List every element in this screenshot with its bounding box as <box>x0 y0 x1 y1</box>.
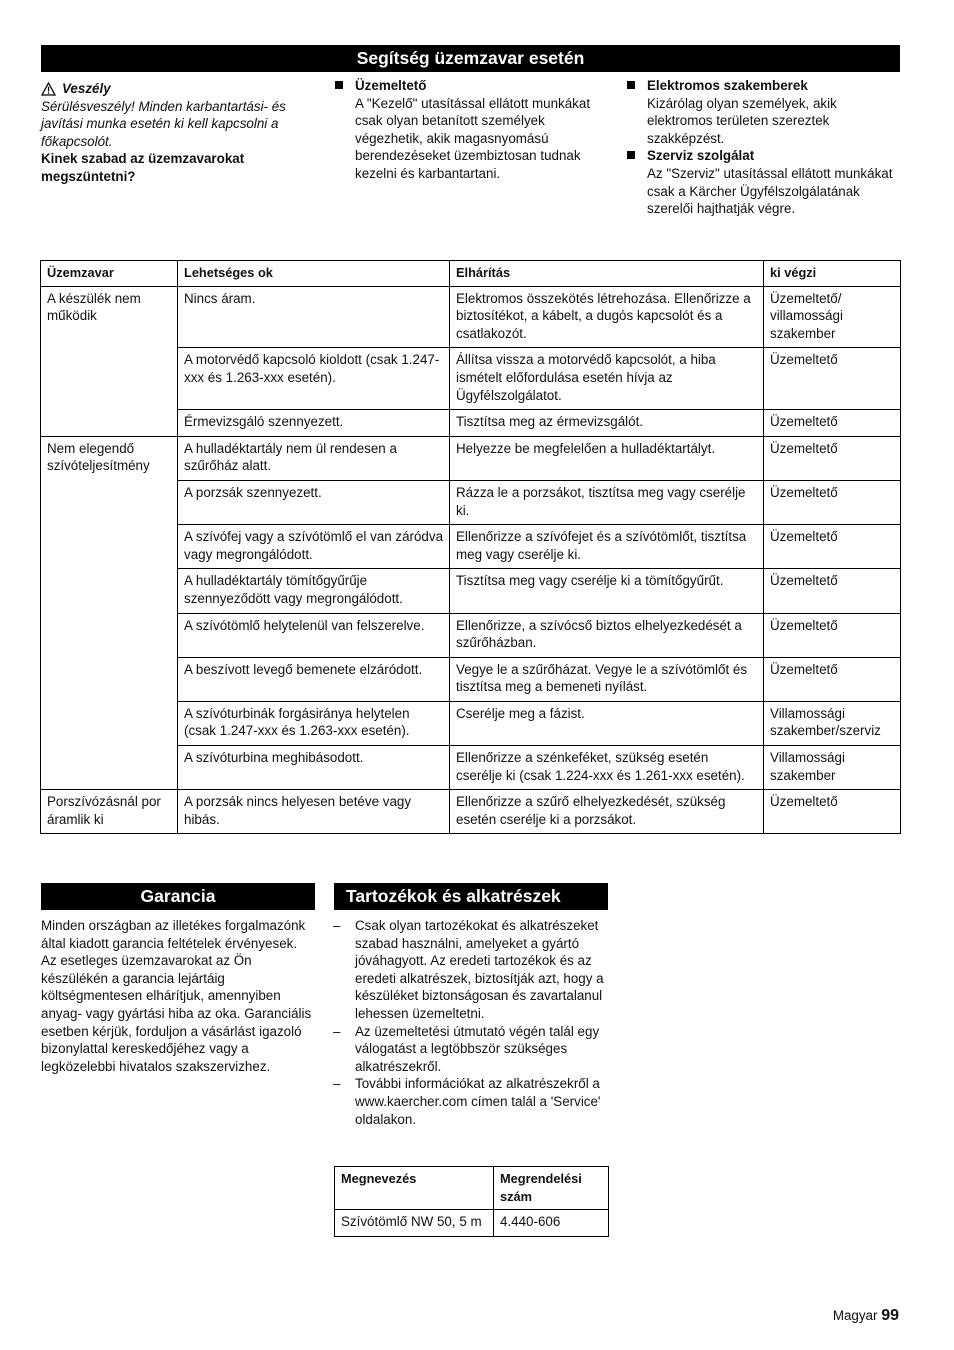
by-cell: Üzemeltető <box>764 410 901 437</box>
by-cell: Üzemeltető <box>764 657 901 701</box>
cause-cell: A porzsák nincs helyesen betéve vagy hibás. <box>178 790 450 834</box>
cause-cell: Nincs áram. <box>178 286 450 348</box>
warning-column <box>41 80 309 186</box>
table-row <box>41 286 901 348</box>
cause-cell: A szívóturbinák forgásiránya helytelen (csak 1.247-xxx és 1.263-xxx esetén). <box>178 701 450 745</box>
cause-cell: A beszívott levegő bemenete elzáródott. <box>178 657 450 701</box>
list-item <box>333 1075 609 1128</box>
table-header-row <box>335 1167 609 1210</box>
dash-bullet: – <box>333 1023 341 1039</box>
role-item-electricians <box>625 77 902 147</box>
fault-cell: Porszívózásnál por áramlik ki <box>41 790 178 834</box>
list-item <box>333 917 609 1023</box>
remedy-cell: Állítsa vissza a motorvédő kapcsolót, a hiba ismételt előfordulása esetén hívja az Ügyfélszolgálatot. <box>450 348 764 410</box>
footer-language: Magyar <box>832 1308 878 1323</box>
cause-cell: A hulladéktartály nem ül rendesen a szűrőház alatt. <box>178 436 450 480</box>
warning-label: Veszély <box>62 81 111 96</box>
parts-table <box>334 1166 609 1237</box>
list-item-text: Csak olyan tartozékokat és alkatrészeket szabad használni, amelyeket a gyártó jóváhagyott. Az eredeti tartozékok és az eredeti alkatrészek, biztosítják azt, hogy a készüléket biztonságosan és zavartalanul lehessen üzemeltetni. <box>355 918 604 1021</box>
by-cell: Villamossági szakember/szerviz <box>764 701 901 745</box>
section-title-warranty: Garancia <box>41 883 315 910</box>
section-title-accessories: Tartozékok és alkatrészek <box>334 883 608 910</box>
role-item-service <box>625 147 902 217</box>
role-text: Az "Szerviz" utasítással ellátott munkákat csak a Kärcher Ügyfélszolgálatának szerelői hajthatják végre. <box>647 165 893 217</box>
table-row <box>335 1210 609 1237</box>
page-number: 99 <box>881 1307 899 1324</box>
role-item-operator <box>333 77 608 183</box>
question-heading: Kinek szabad az üzemzavarokat megszüntetni? <box>41 151 245 184</box>
fault-cell: A készülék nem működik <box>41 286 178 436</box>
role-column-operator <box>333 77 608 183</box>
fault-table <box>40 260 901 834</box>
remedy-cell: Elektromos összekötés létrehozása. Ellenőrizze a biztosítékot, a kábelt, a dugós kapcsolót és a csatlakozót. <box>450 286 764 348</box>
by-cell: Üzemeltető <box>764 525 901 569</box>
remedy-cell: Vegye le a szűrőházat. Vegye le a szívótömlőt és tisztítsa meg a bemeneti nyílást. <box>450 657 764 701</box>
header-cell: Megnevezés <box>335 1167 494 1210</box>
part-number-cell: 4.440-606 <box>494 1210 609 1237</box>
part-name-cell: Szívótömlő NW 50, 5 m <box>335 1210 494 1237</box>
list-item-text: Az üzemeltetési útmutató végén talál egy válogatást a legtöbbször szükséges alkatrészekről. <box>355 1023 600 1074</box>
role-title: Elektromos szakemberek <box>647 78 808 93</box>
remedy-cell: Ellenőrizze a szénkeféket, szükség esetén cserélje ki (csak 1.224-xxx és 1.261-xxx esetén). <box>450 746 764 790</box>
by-cell: Üzemeltető/ villamossági szakember <box>764 286 901 348</box>
cause-cell: A porzsák szennyezett. <box>178 480 450 524</box>
square-bullet-icon <box>627 151 635 159</box>
page-footer <box>833 1307 899 1325</box>
header-cell: Üzemzavar <box>41 261 178 287</box>
list-item-text: További információkat az alkatrészekről a www.kaercher.com címen talál a 'Service' oldalakon. <box>355 1076 601 1127</box>
cause-cell: A szívóturbina meghibásodott. <box>178 746 450 790</box>
remedy-cell: Ellenőrizze a szűrő elhelyezkedését, szükség esetén cserélje ki a porzsákot. <box>450 790 764 834</box>
table-row <box>41 436 901 480</box>
role-text: A "Kezelő" utasítással ellátott munkákat csak olyan betanított személyek végezhetik, akik magasnyomású berendezéseket üzembiztosan tudnak kezelni és karbantartani. <box>355 95 591 181</box>
remedy-cell: Tisztítsa meg vagy cserélje ki a tömítőgyűrűt. <box>450 569 764 613</box>
header-cell: ki végzi <box>764 261 901 287</box>
remedy-cell: Tisztítsa meg az érmevizsgálót. <box>450 410 764 437</box>
cause-cell: A hulladéktartály tömítőgyűrűje szennyeződött vagy megrongálódott. <box>178 569 450 613</box>
warranty-text: Minden országban az illetékes forgalmazónk által kiadott garancia feltételek érvényesek. Az esetleges üzemzavarokat az Ön készülékén a garancia lejártáig költségmentesen elhárítjuk, amennyiben anyag- vagy gyártási hiba az oka. Garanciális esetben kérjük, forduljon a vásárlást igazoló bizonylattal kereskedőjéhez vagy a legközelebbi hivatalos szakszervizhez. <box>41 918 312 1074</box>
role-column-specialists <box>625 77 902 218</box>
header-cell: Megrendelési szám <box>494 1167 609 1210</box>
warning-text: Sérülésveszély! Minden karbantartási- és javítási munka esetén ki kell kapcsolni a főkapcsolót. <box>41 98 286 149</box>
remedy-cell: Helyezze be megfelelően a hulladéktartályt. <box>450 436 764 480</box>
remedy-cell: Rázza le a porzsákot, tisztítsa meg vagy cserélje ki. <box>450 480 764 524</box>
table-header-row <box>41 261 901 287</box>
by-cell: Üzemeltető <box>764 436 901 480</box>
remedy-cell: Ellenőrizze a szívófejet és a szívótömlőt, tisztítsa meg vagy cserélje ki. <box>450 525 764 569</box>
cause-cell: A szívófej vagy a szívótömlő el van záródva vagy megrongálódott. <box>178 525 450 569</box>
cause-cell: A motorvédő kapcsoló kioldott (csak 1.247-xxx és 1.263-xxx esetén). <box>178 348 450 410</box>
warning-heading <box>41 80 309 98</box>
by-cell: Üzemeltető <box>764 348 901 410</box>
dash-bullet: – <box>333 1076 341 1092</box>
by-cell: Üzemeltető <box>764 480 901 524</box>
section-title-troubleshooting: Segítség üzemzavar esetén <box>41 45 900 72</box>
header-cell: Lehetséges ok <box>178 261 450 287</box>
remedy-cell: Ellenőrizze, a szívócső biztos elhelyezkedését a szűrőházban. <box>450 613 764 657</box>
remedy-cell: Cserélje meg a fázist. <box>450 701 764 745</box>
role-text: Kizárólag olyan személyek, akik elektromos területen szereztek szakképzést. <box>647 95 837 146</box>
by-cell: Üzemeltető <box>764 569 901 613</box>
by-cell: Üzemeltető <box>764 790 901 834</box>
warranty-text-block <box>41 917 313 1075</box>
fault-cell: Nem elegendő szívóteljesítmény <box>41 436 178 790</box>
list-item <box>333 1023 609 1076</box>
accessories-list <box>333 917 609 1128</box>
cause-cell: A szívótömlő helytelenül van felszerelve. <box>178 613 450 657</box>
warning-triangle-icon <box>41 82 56 96</box>
table-row <box>41 790 901 834</box>
header-cell: Elhárítás <box>450 261 764 287</box>
by-cell: Üzemeltető <box>764 613 901 657</box>
role-title: Szerviz szolgálat <box>647 148 755 164</box>
by-cell: Villamossági szakember <box>764 746 901 790</box>
dash-bullet: – <box>333 918 341 933</box>
cause-cell: Érmevizsgáló szennyezett. <box>178 410 450 437</box>
role-title: Üzemeltető <box>355 78 427 93</box>
square-bullet-icon <box>335 81 343 89</box>
square-bullet-icon <box>627 81 635 89</box>
